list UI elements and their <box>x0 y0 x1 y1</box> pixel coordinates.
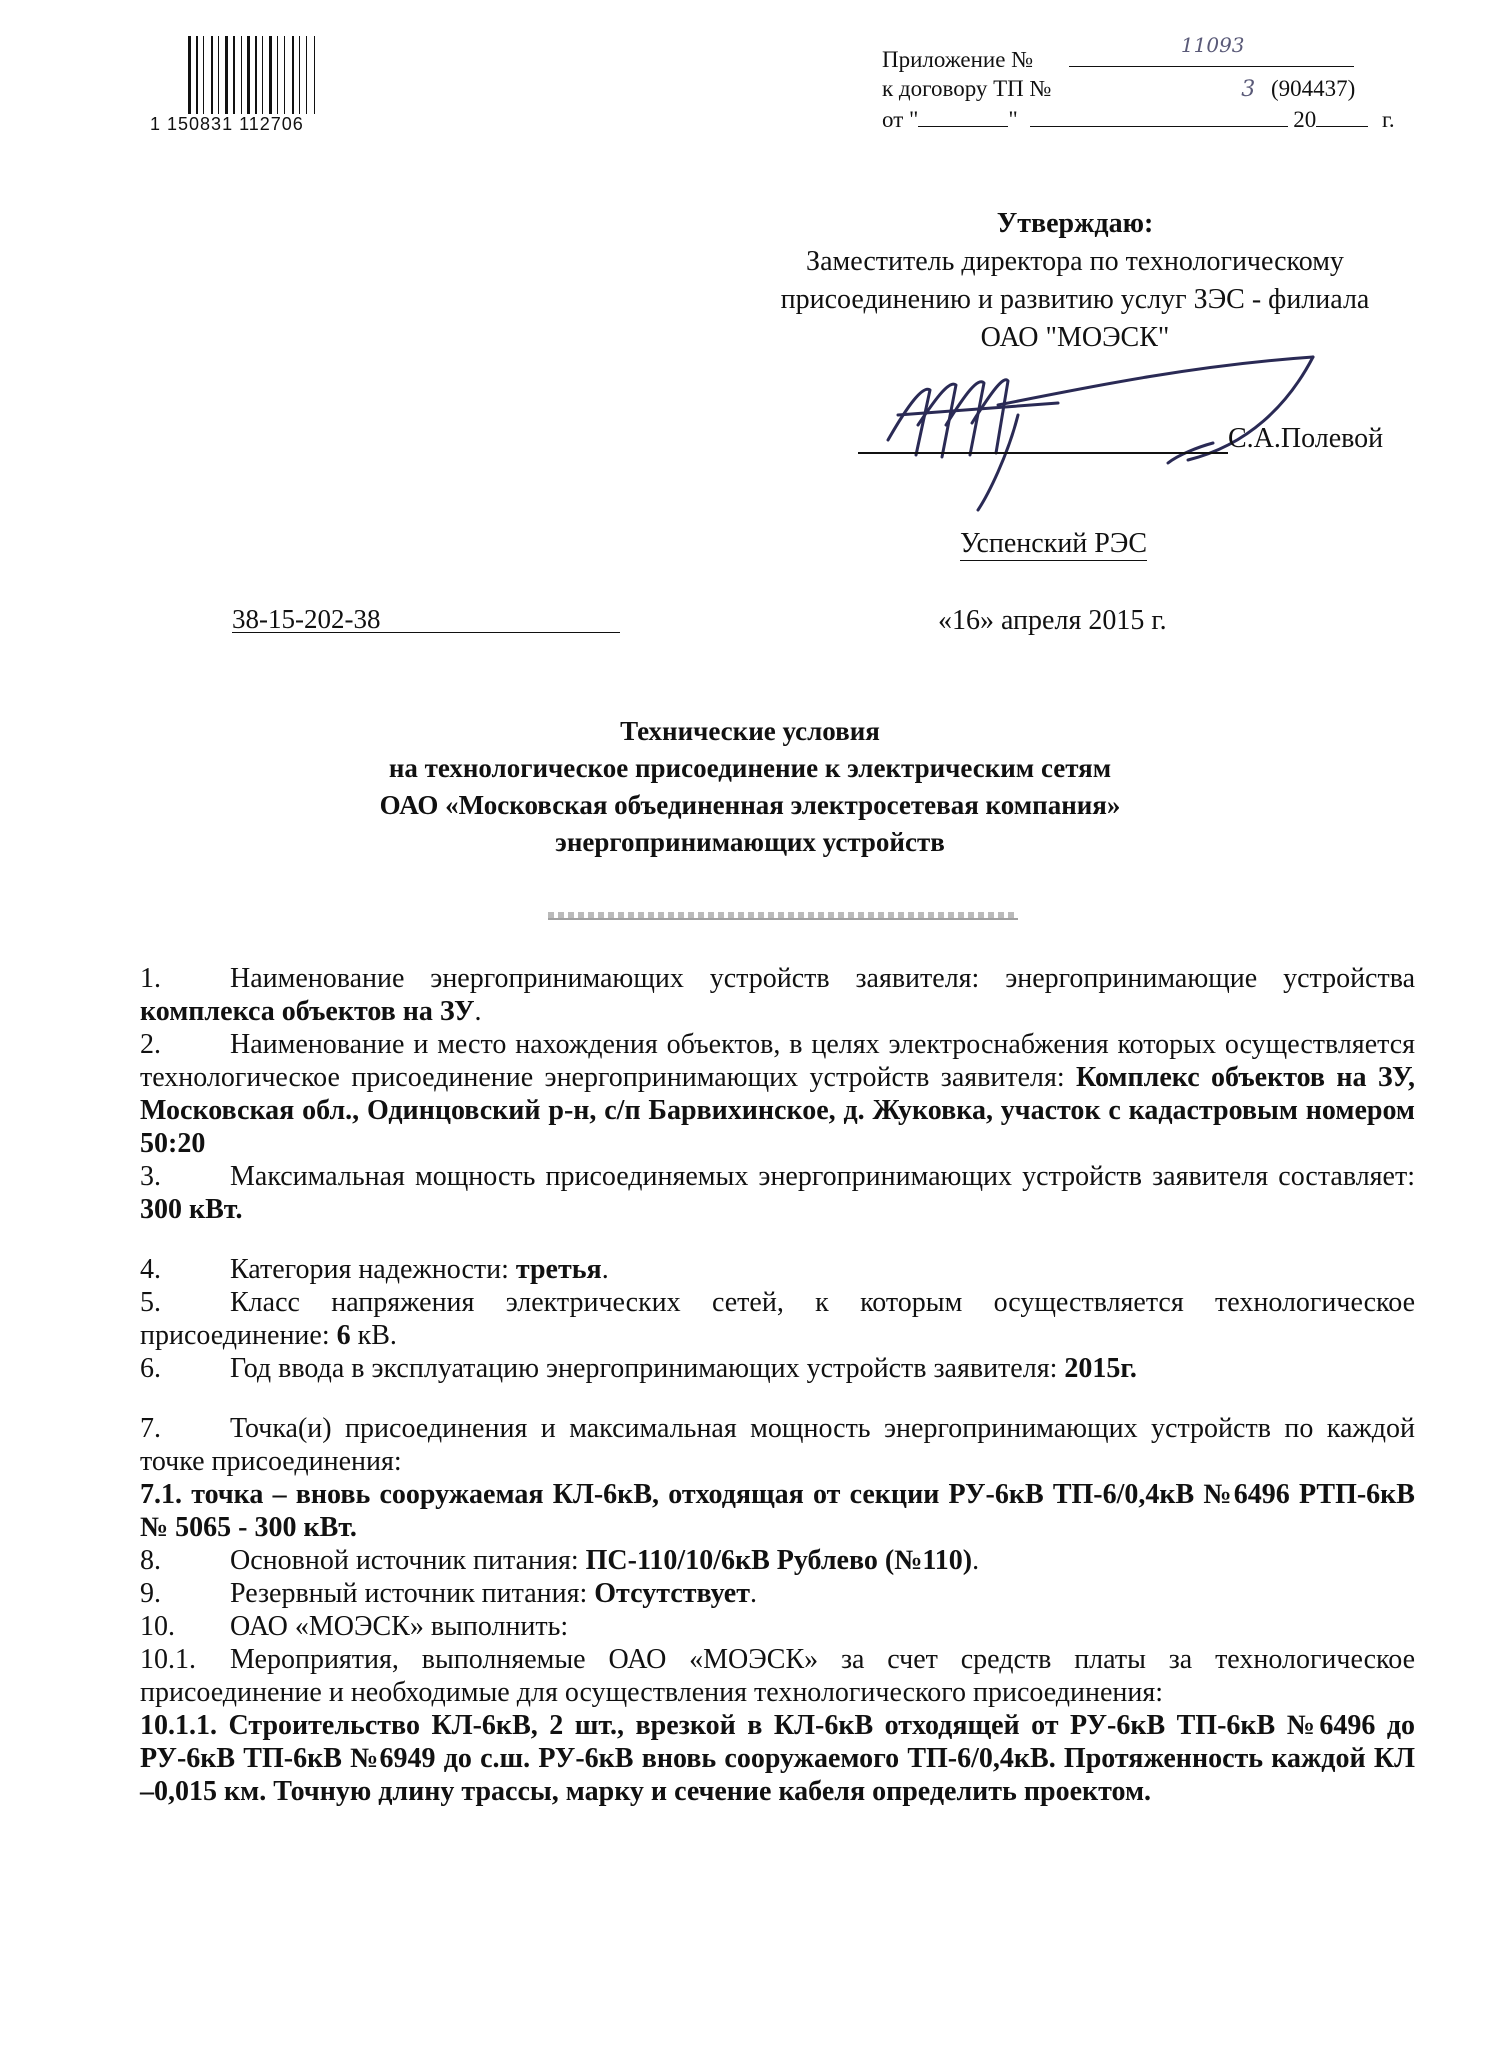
item-5 <box>140 1286 1415 1352</box>
redacted-line <box>548 912 1018 920</box>
barcode-bar <box>225 36 228 114</box>
appendix-handwritten-number: 11093 <box>1180 33 1245 57</box>
spacer <box>140 1385 1415 1412</box>
barcode-bar <box>306 36 307 114</box>
item-text: Наименование энергопринимающих устройств заявителя: энергопринимающие устройства <box>230 963 1415 994</box>
item-number: 6. <box>140 1353 161 1384</box>
item-text: ОАО «МОЭСК» выполнить: <box>230 1611 569 1642</box>
item-value: 300 кВт. <box>140 1194 243 1225</box>
date-quote: " <box>1008 107 1018 132</box>
barcode-bar <box>314 36 315 114</box>
appendix-number-field <box>1069 33 1354 67</box>
item-text-end: . <box>601 1254 609 1285</box>
barcode-bar <box>244 36 245 114</box>
barcode-bar <box>265 36 267 114</box>
item-text-end: . <box>474 996 482 1027</box>
contract-label: к договору ТП № <box>882 76 1052 101</box>
item-number: 9. <box>140 1578 161 1609</box>
year-field <box>1316 104 1368 127</box>
barcode-bar <box>211 36 213 114</box>
spacer <box>140 1226 1415 1253</box>
appendix-header <box>882 33 1422 134</box>
barcode-bar <box>262 36 263 114</box>
item-text: Наименование и место нахождения объектов, в целях электроснабжения которых осуществляется технологическое присоединение энергопринимающих устройств заявителя: <box>140 1029 1415 1093</box>
barcode-bar <box>206 36 209 114</box>
appendix-line-1 <box>882 33 1422 74</box>
item-number: 2. <box>140 1029 161 1060</box>
barcode-bar <box>221 36 223 114</box>
title-line-1: Технические условия <box>620 716 880 746</box>
item-8 <box>140 1544 1415 1577</box>
appendix-line-3 <box>882 104 1422 134</box>
document-date: «16» апреля 2015 г. <box>938 605 1167 636</box>
item-number: 10.1. <box>140 1644 196 1675</box>
year-prefix: 20 <box>1293 107 1317 132</box>
month-field <box>1030 104 1288 127</box>
approval-position-2: присоединению и развитию услуг ЗЭС - филиала <box>780 284 1370 315</box>
item-3 <box>140 1160 1415 1226</box>
item-number: 3. <box>140 1161 161 1192</box>
barcode-bar <box>237 36 239 114</box>
approval-block <box>730 205 1420 357</box>
barcode-bars <box>188 36 380 114</box>
item-value: 6 <box>336 1320 351 1351</box>
item-number: 5. <box>140 1287 161 1318</box>
barcode-bar <box>317 36 319 114</box>
document-number-line <box>232 632 620 633</box>
barcode-bar <box>284 36 285 114</box>
barcode-bar <box>259 36 260 114</box>
contract-handwritten-number: 3 <box>1241 77 1256 102</box>
item-text-end: . <box>972 1545 980 1576</box>
item-text: Резервный источник питания: <box>230 1578 595 1609</box>
item-2 <box>140 1028 1415 1160</box>
item-text-end: кВ. <box>350 1320 397 1351</box>
barcode-bar <box>302 36 304 114</box>
item-text: Точка(и) присоединения и максимальная мощность энергопринимающих устройств по каждой точке присоединения: <box>140 1413 1415 1477</box>
barcode-bar <box>193 36 194 114</box>
item-value: Комплекс объектов на ЗУ, Московская обл., Одинцовский р-н, с/п Барвихинское, д. Жуковка, участок с кадастровым номером 50:20 <box>140 1062 1415 1159</box>
item-number: 4. <box>140 1254 161 1285</box>
approval-heading: Утверждаю: <box>996 208 1154 239</box>
item-9 <box>140 1577 1415 1610</box>
item-7 <box>140 1412 1415 1478</box>
signer-name: С.А.Полевой <box>1228 423 1384 454</box>
item-10 <box>140 1610 1415 1643</box>
item-text: Максимальная мощность присоединяемых энергопринимающих устройств заявителя составляет: <box>230 1161 1415 1192</box>
year-suffix: г. <box>1382 107 1395 132</box>
contract-ref: (904437) <box>1271 76 1356 101</box>
barcode-bar <box>218 36 219 114</box>
document-title <box>150 713 1350 861</box>
barcode-bar <box>252 36 253 114</box>
barcode <box>150 36 380 135</box>
barcode-bar <box>296 36 297 114</box>
item-10-1 <box>140 1643 1415 1709</box>
barcode-bar <box>277 36 278 114</box>
barcode-digits: 1 150831 112706 <box>150 114 304 134</box>
item-text: Категория надежности: <box>230 1254 516 1285</box>
item-7-1: 7.1. точка – вновь сооружаемая КЛ-6кВ, отходящая от секции РУ-6кВ ТП-6/0,4кВ №6496 РТП-6кВ № 5065 - 300 кВт. <box>140 1479 1415 1543</box>
item-number: 10. <box>140 1611 175 1642</box>
item-text: Мероприятия, выполняемые ОАО «МОЭСК» за счет средств платы за технологическое присоединение и необходимые для осуществления технологического присоединения: <box>140 1644 1415 1708</box>
item-number: 8. <box>140 1545 161 1576</box>
approval-position-1: Заместитель директора по технологическому <box>806 246 1344 277</box>
item-text: Класс напряжения электрических сетей, к которым осуществляется технологическое присоединение: <box>140 1287 1415 1351</box>
date-prefix: от " <box>882 107 919 132</box>
barcode-bar <box>230 36 231 114</box>
barcode-bar <box>200 36 201 114</box>
item-value: Отсутствует <box>594 1578 750 1609</box>
signature-line <box>858 452 1228 454</box>
barcode-bar <box>309 36 312 114</box>
item-text: Год ввода в эксплуатацию энергопринимающих устройств заявителя: <box>230 1353 1065 1384</box>
day-field <box>918 104 1008 127</box>
title-line-2: на технологическое присоединение к электрическим сетям <box>388 753 1112 783</box>
barcode-bar <box>188 36 191 114</box>
barcode-bar <box>280 36 282 114</box>
item-1 <box>140 962 1415 1028</box>
barcode-bar <box>292 36 294 114</box>
item-4 <box>140 1253 1415 1286</box>
barcode-bar <box>269 36 272 114</box>
appendix-line-2 <box>882 74 1422 104</box>
item-text: Основной источник питания: <box>230 1545 586 1576</box>
barcode-bar <box>241 36 242 114</box>
item-number: 7. <box>140 1413 161 1444</box>
barcode-bar <box>287 36 290 114</box>
item-value: третья <box>515 1254 602 1285</box>
item-value: ПС-110/10/6кВ Рублево (№110) <box>585 1545 973 1576</box>
title-line-4: энергопринимающих устройств <box>555 827 945 857</box>
barcode-bar <box>215 36 216 114</box>
title-line-3: ОАО «Московская объединенная электросетевая компания» <box>379 790 1121 820</box>
item-10-1-1: 10.1.1. Строительство КЛ-6кВ, 2 шт., врезкой в КЛ-6кВ отходящей от РУ-6кВ ТП-6кВ №6496 до РУ-6кВ ТП-6кВ №6949 до с.ш. РУ-6кВ вновь сооружаемого ТП-6/0,4кВ. Протяженность каждой КЛ –0,015 км. Точную длину трассы, марку и сечение кабеля определить проектом. <box>140 1710 1415 1807</box>
barcode-bar <box>299 36 300 114</box>
item-number: 1. <box>140 963 161 994</box>
item-text-end: . <box>749 1578 757 1609</box>
item-value: комплекса объектов на ЗУ <box>140 996 475 1027</box>
barcode-bar <box>233 36 235 114</box>
item-6 <box>140 1352 1415 1385</box>
district-name: Успенский РЭС <box>960 528 1148 559</box>
appendix-label: Приложение № <box>882 47 1034 72</box>
document-number: 38-15-202-38 <box>232 604 381 634</box>
barcode-bar <box>274 36 275 114</box>
document-body <box>140 962 1415 1808</box>
barcode-bar <box>255 36 257 114</box>
barcode-bar <box>196 36 198 114</box>
barcode-bar <box>247 36 250 114</box>
item-value: 2015г. <box>1064 1353 1137 1384</box>
approval-position-3: ОАО "МОЭСК" <box>980 322 1170 353</box>
barcode-bar <box>203 36 204 114</box>
